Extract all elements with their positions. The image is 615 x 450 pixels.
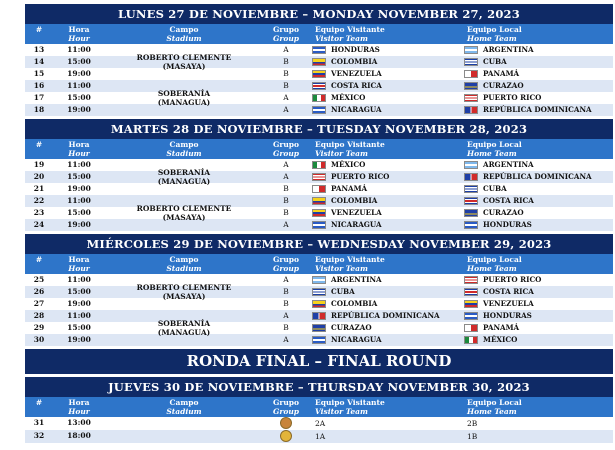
home-cell: [461, 92, 613, 104]
visitor-team: ARGENTINA: [331, 275, 382, 284]
home-cell: [461, 183, 613, 195]
column-header-row: [25, 24, 613, 44]
visitor-cell: [309, 195, 461, 207]
game-hour: 11:00: [67, 196, 91, 205]
visitor-flag-icon: [312, 288, 326, 296]
home-team: ARGENTINA: [483, 45, 534, 54]
game-number: 13: [33, 45, 45, 54]
game-number: 25: [33, 275, 45, 284]
col-num: #: [35, 255, 43, 264]
visitor-team: NICARAGUA: [331, 105, 382, 114]
visitor-flag-icon: [312, 209, 326, 217]
game-hour: 15:00: [67, 287, 91, 296]
home-team: CUBA: [483, 184, 507, 193]
visitor-cell: [309, 334, 461, 346]
home-slot: 1B: [467, 431, 478, 441]
gold-medal-icon: [280, 430, 292, 442]
final-game-rows: [25, 417, 613, 443]
visitor-flag-icon: [312, 82, 326, 90]
game-group: B: [283, 57, 289, 66]
game-number: 21: [33, 184, 45, 193]
visitor-flag-icon: [312, 94, 326, 102]
visitor-cell: [309, 322, 461, 334]
column-header-row: [25, 254, 613, 274]
home-team: ARGENTINA: [483, 160, 534, 169]
visitor-team: MÉXICO: [331, 160, 366, 169]
game-rows: [25, 274, 613, 346]
visitor-cell: [309, 44, 461, 56]
home-cell: [461, 430, 613, 443]
game-hour: 11:00: [67, 81, 91, 90]
col-num: #: [35, 25, 43, 34]
stadium-city: (MANAGUA): [157, 328, 211, 337]
visitor-flag-icon: [312, 197, 326, 205]
home-flag-icon: [464, 209, 478, 217]
game-group: A: [283, 311, 289, 320]
col-group: Grupo Group: [272, 140, 300, 158]
visitor-cell: [309, 417, 461, 430]
home-cell: [461, 417, 613, 430]
col-home: Equipo Local Home Team: [467, 398, 522, 416]
game-group: B: [283, 287, 289, 296]
visitor-team: VENEZUELA: [331, 208, 382, 217]
home-flag-icon: [464, 46, 478, 54]
home-cell: [461, 44, 613, 56]
home-team: PANAMÁ: [483, 69, 520, 78]
visitor-cell: [309, 298, 461, 310]
home-flag-icon: [464, 58, 478, 66]
medal-cell: [263, 417, 309, 430]
game-number: 18: [33, 105, 45, 114]
stadium-label: ROBERTO CLEMENTE: [136, 53, 232, 62]
visitor-team: COLOMBIA: [331, 57, 378, 66]
home-cell: [461, 298, 613, 310]
game-rows: [25, 159, 613, 231]
game-hour: 19:00: [67, 69, 91, 78]
home-team: PANAMÁ: [483, 323, 520, 332]
visitor-cell: [309, 68, 461, 80]
home-cell: [461, 171, 613, 183]
col-hour: Hora Hour: [68, 140, 90, 158]
stadium-name: [105, 204, 263, 222]
game-group: A: [283, 335, 289, 344]
game-group: A: [283, 93, 289, 102]
col-stadium: Campo Stadium: [166, 255, 202, 273]
home-team: REPÚBLICA DOMINICANA: [483, 105, 592, 114]
game-group: B: [283, 208, 289, 217]
game-hour: 19:00: [67, 220, 91, 229]
game-group: B: [283, 323, 289, 332]
game-number: 32: [33, 431, 45, 440]
visitor-cell: [309, 310, 461, 322]
col-group: Grupo Group: [272, 255, 300, 273]
visitor-team: CURAZAO: [331, 323, 372, 332]
game-number: 19: [33, 160, 45, 169]
home-cell: [461, 310, 613, 322]
stadium-label: SOBERANÍA: [157, 89, 211, 98]
home-cell: [461, 219, 613, 231]
visitor-cell: [309, 159, 461, 171]
home-team: HONDURAS: [483, 311, 532, 320]
visitor-cell: [309, 219, 461, 231]
stadium-city: (MANAGUA): [157, 177, 211, 186]
home-flag-icon: [464, 161, 478, 169]
stadium-name: [105, 89, 263, 107]
visitor-team: VENEZUELA: [331, 69, 382, 78]
visitor-team: HONDURAS: [331, 45, 380, 54]
game-hour: 18:00: [67, 431, 91, 440]
game-hour: 19:00: [67, 184, 91, 193]
visitor-cell: [309, 430, 461, 443]
visitor-team: NICARAGUA: [331, 335, 382, 344]
visitor-cell: [309, 183, 461, 195]
home-flag-icon: [464, 185, 478, 193]
col-visitor: Equipo Visitante Visitor Team: [315, 398, 385, 416]
col-hour: Hora Hour: [68, 398, 90, 416]
visitor-cell: [309, 286, 461, 298]
home-team: CUBA: [483, 57, 507, 66]
home-team: VENEZUELA: [483, 299, 534, 308]
game-number: 29: [33, 323, 45, 332]
game-number: 14: [33, 57, 45, 66]
home-team: CURAZAO: [483, 208, 524, 217]
home-team: HONDURAS: [483, 220, 532, 229]
col-visitor: Equipo Visitante Visitor Team: [315, 25, 385, 43]
visitor-team: CUBA: [331, 287, 355, 296]
col-group: Grupo Group: [272, 25, 300, 43]
visitor-flag-icon: [312, 46, 326, 54]
col-num: #: [35, 398, 43, 407]
visitor-slot: 2A: [315, 418, 326, 428]
game-number: 24: [33, 220, 45, 229]
game-hour: 11:00: [67, 160, 91, 169]
game-hour: 15:00: [67, 57, 91, 66]
home-cell: [461, 274, 613, 286]
game-number: 26: [33, 287, 45, 296]
home-flag-icon: [464, 300, 478, 308]
visitor-flag-icon: [312, 312, 326, 320]
game-hour: 15:00: [67, 93, 91, 102]
home-flag-icon: [464, 312, 478, 320]
visitor-team: COLOMBIA: [331, 299, 378, 308]
stadium-cell: [105, 417, 263, 430]
col-visitor: Equipo Visitante Visitor Team: [315, 140, 385, 158]
visitor-team: COLOMBIA: [331, 196, 378, 205]
visitor-team: PUERTO RICO: [331, 172, 390, 181]
home-cell: [461, 56, 613, 68]
col-stadium: Campo Stadium: [166, 25, 202, 43]
game-number: 30: [33, 335, 45, 344]
home-flag-icon: [464, 82, 478, 90]
home-cell: [461, 80, 613, 92]
home-flag-icon: [464, 70, 478, 78]
visitor-flag-icon: [312, 58, 326, 66]
col-home: Equipo Local Home Team: [467, 25, 522, 43]
final-game-row: [25, 417, 613, 430]
visitor-cell: [309, 104, 461, 116]
visitor-flag-icon: [312, 106, 326, 114]
final-round-banner: RONDA FINAL – FINAL ROUND: [25, 349, 613, 374]
col-group: Grupo Group: [272, 398, 300, 416]
game-hour: 11:00: [67, 45, 91, 54]
home-cell: [461, 207, 613, 219]
visitor-cell: [309, 171, 461, 183]
game-hour: 19:00: [67, 299, 91, 308]
visitor-cell: [309, 56, 461, 68]
visitor-team: REPÚBLICA DOMINICANA: [331, 311, 440, 320]
game-group: B: [283, 196, 289, 205]
day-header: MARTES 28 DE NOVIEMBRE – TUESDAY NOVEMBER 28, 2023: [25, 119, 613, 139]
game-number: 31: [33, 418, 45, 427]
col-stadium: Campo Stadium: [166, 140, 202, 158]
home-cell: [461, 68, 613, 80]
col-num: #: [35, 140, 43, 149]
home-team: COSTA RICA: [483, 287, 534, 296]
visitor-cell: [309, 274, 461, 286]
visitor-flag-icon: [312, 221, 326, 229]
visitor-cell: [309, 92, 461, 104]
game-group: A: [283, 160, 289, 169]
game-hour: 11:00: [67, 275, 91, 284]
visitor-flag-icon: [312, 300, 326, 308]
home-team: REPÚBLICA DOMINICANA: [483, 172, 592, 181]
visitor-cell: [309, 80, 461, 92]
col-stadium: Campo Stadium: [166, 398, 202, 416]
game-hour: 13:00: [67, 418, 91, 427]
home-team: PUERTO RICO: [483, 93, 542, 102]
home-team: PUERTO RICO: [483, 275, 542, 284]
visitor-team: COSTA RICA: [331, 81, 382, 90]
home-flag-icon: [464, 288, 478, 296]
home-cell: [461, 195, 613, 207]
medal-cell: [263, 430, 309, 443]
stadium-name: [105, 319, 263, 337]
col-home: Equipo Local Home Team: [467, 255, 522, 273]
stadium-label: SOBERANÍA: [157, 168, 211, 177]
home-cell: [461, 159, 613, 171]
home-team: CURAZAO: [483, 81, 524, 90]
home-team: MÉXICO: [483, 335, 518, 344]
home-flag-icon: [464, 324, 478, 332]
stadium-cell: [105, 430, 263, 443]
visitor-flag-icon: [312, 70, 326, 78]
stadium-city: (MASAYA): [162, 213, 206, 222]
home-cell: [461, 322, 613, 334]
visitor-flag-icon: [312, 276, 326, 284]
visitor-team: NICARAGUA: [331, 220, 382, 229]
stadium-label: SOBERANÍA: [157, 319, 211, 328]
visitor-slot: 1A: [315, 431, 326, 441]
visitor-cell: [309, 207, 461, 219]
visitor-flag-icon: [312, 324, 326, 332]
visitor-flag-icon: [312, 173, 326, 181]
game-number: 15: [33, 69, 45, 78]
game-number: 17: [33, 93, 45, 102]
stadium-city: (MASAYA): [162, 292, 206, 301]
visitor-flag-icon: [312, 161, 326, 169]
stadium-name: [105, 283, 263, 301]
final-game-row: [25, 430, 613, 443]
game-group: A: [283, 172, 289, 181]
game-group: B: [283, 81, 289, 90]
game-group: B: [283, 299, 289, 308]
home-flag-icon: [464, 173, 478, 181]
stadium-label: ROBERTO CLEMENTE: [136, 283, 232, 292]
game-number: 20: [33, 172, 45, 181]
home-slot: 2B: [467, 418, 478, 428]
home-flag-icon: [464, 221, 478, 229]
home-flag-icon: [464, 197, 478, 205]
day-header: LUNES 27 DE NOVIEMBRE – MONDAY NOVEMBER 27, 2023: [25, 4, 613, 24]
stadium-city: (MASAYA): [162, 62, 206, 71]
stadium-city: (MANAGUA): [157, 98, 211, 107]
visitor-flag-icon: [312, 336, 326, 344]
column-header-row: [25, 139, 613, 159]
visitor-flag-icon: [312, 185, 326, 193]
col-hour: Hora Hour: [68, 25, 90, 43]
column-header-row: [25, 397, 613, 417]
stadium-name: [105, 168, 263, 186]
game-group: B: [283, 184, 289, 193]
home-flag-icon: [464, 94, 478, 102]
game-number: 16: [33, 81, 45, 90]
game-group: B: [283, 69, 289, 78]
game-number: 23: [33, 208, 45, 217]
game-hour: 15:00: [67, 208, 91, 217]
game-number: 27: [33, 299, 45, 308]
schedule-page: [25, 4, 613, 443]
game-hour: 19:00: [67, 105, 91, 114]
home-flag-icon: [464, 336, 478, 344]
day-header: JUEVES 30 DE NOVIEMBRE – THURSDAY NOVEMBER 30, 2023: [25, 377, 613, 397]
col-hour: Hora Hour: [68, 255, 90, 273]
game-hour: 15:00: [67, 323, 91, 332]
visitor-team: MÉXICO: [331, 93, 366, 102]
game-number: 28: [33, 311, 45, 320]
day-header: MIÉRCOLES 29 DE NOVIEMBRE – WEDNESDAY NOVEMBER 29, 2023: [25, 234, 613, 254]
visitor-team: PANAMÁ: [331, 184, 368, 193]
home-flag-icon: [464, 276, 478, 284]
game-group: A: [283, 105, 289, 114]
game-rows: [25, 44, 613, 116]
home-flag-icon: [464, 106, 478, 114]
game-group: A: [283, 275, 289, 284]
game-hour: 11:00: [67, 311, 91, 320]
home-team: COSTA RICA: [483, 196, 534, 205]
game-group: A: [283, 220, 289, 229]
game-hour: 19:00: [67, 335, 91, 344]
game-group: A: [283, 45, 289, 54]
stadium-name: [105, 53, 263, 71]
stadium-label: ROBERTO CLEMENTE: [136, 204, 232, 213]
game-hour: 15:00: [67, 172, 91, 181]
col-home: Equipo Local Home Team: [467, 140, 522, 158]
game-number: 22: [33, 196, 45, 205]
home-cell: [461, 104, 613, 116]
home-cell: [461, 334, 613, 346]
col-visitor: Equipo Visitante Visitor Team: [315, 255, 385, 273]
home-cell: [461, 286, 613, 298]
bronze-medal-icon: [280, 417, 292, 429]
